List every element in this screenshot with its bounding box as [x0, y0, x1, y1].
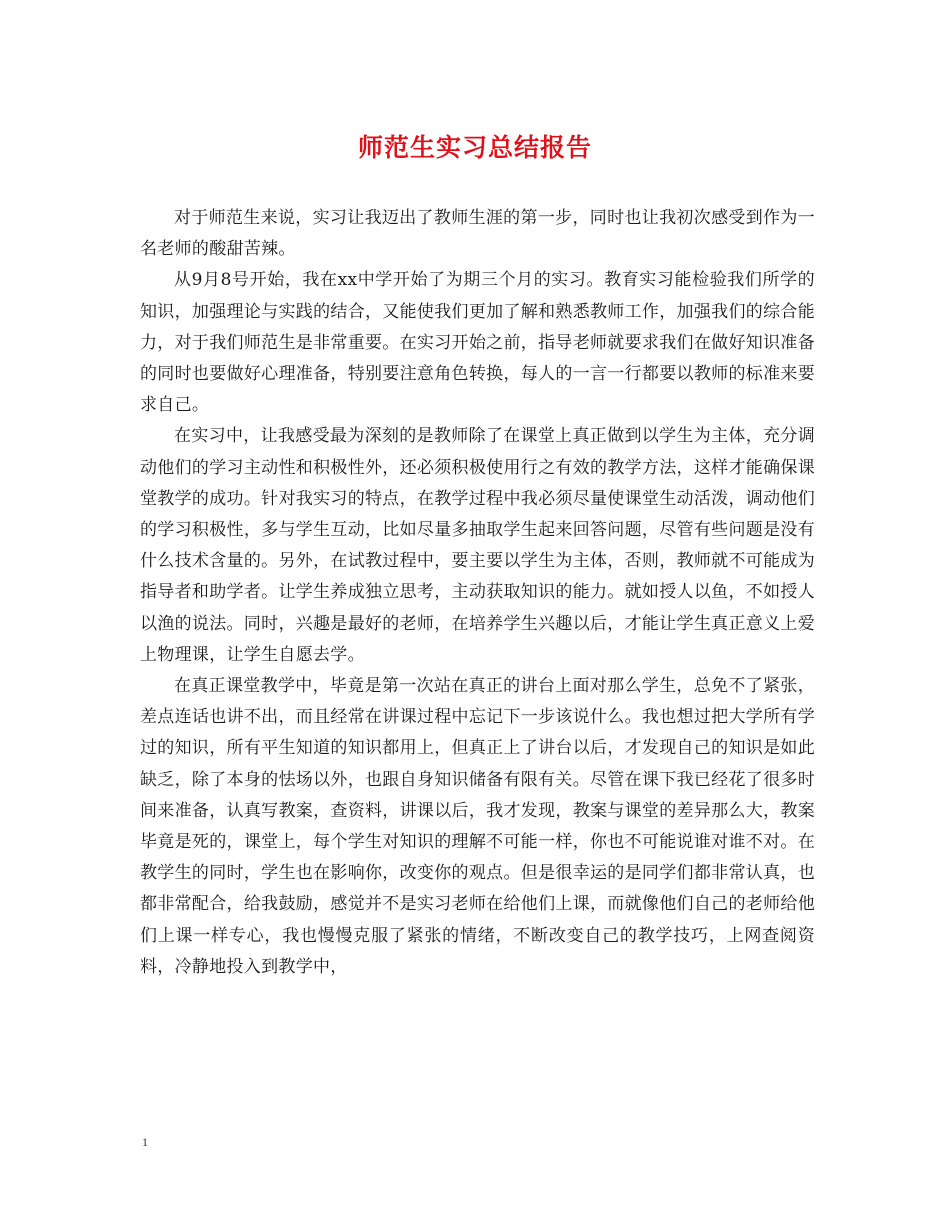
paragraph-classroom-experience: 在真正课堂教学中，毕竟是第一次站在真正的讲台上面对那么学生，总免不了紧张，差点连话也讲不出，而且经常在讲课过程中忘记下一步该说什么。我也想过把大学所有学过的知识，所有平生知道的知识都用上，但真正上了讲台以后，才发现自己的知识是如此缺乏，除了本身的怯场以外，也跟自身知识储备有限有关。尽管在课下我已经花了很多时间来准备，认真写教案，查资料，讲课以后，我才发现，教案与课堂的差异那么大，教案毕竟是死的，课堂上，每个学生对知识的理解不可能一样，你也不可能说谁对谁不对。在教学生的同时，学生也在影响你，改变你的观点。但是很幸运的是同学们都非常认真，也都非常配合，给我鼓励，感觉并不是实习老师在给他们上课，而就像他们自己的老师给他们上课一样专心，我也慢慢克服了紧张的情绪，不断改变自己的教学技巧，上网查阅资料，冷静地投入到教学中，	[140, 676, 815, 977]
paragraph-internship-start: 从9月8号开始，我在xx中学开始了为期三个月的实习。教育实习能检验我们所学的知识，加强理论与实践的结合，又能使我们更加了解和熟悉教师工作，加强我们的综合能力，对于我们师范生是非常重要。在实习开始之前，指导老师就要求我们在做好知识准备的同时也要做好心理准备，特别要注意角色转换，每人的一言一行都要以教师的标准来要求自己。	[140, 270, 815, 416]
paragraph-intro: 对于师范生来说，实习让我迈出了教师生涯的第一步，同时也让我初次感受到作为一名老师的酸甜苦辣。	[140, 208, 815, 260]
page-number: 1	[142, 1135, 148, 1149]
document-body	[140, 203, 815, 983]
paragraph-student-centered: 在实习中，让我感受最为深刻的是教师除了在课堂上真正做到以学生为主体，充分调动他们的学习主动性和积极性外，还必须积极使用行之有效的教学方法，这样才能确保课堂教学的成功。针对我实习的特点，在教学过程中我必须尽量使课堂生动活泼，调动他们的学习积极性，多与学生互动，比如尽量多抽取学生起来回答问题，尽管有些问题是没有什么技术含量的。另外，在试教过程中，要主要以学生为主体，否则，教师就不可能成为指导者和助学者。让学生养成独立思考，主动获取知识的能力。就如授人以鱼，不如授人以渔的说法。同时，兴趣是最好的老师，在培养学生兴趣以后，才能让学生真正意义上爱上物理课，让学生自愿去学。	[140, 426, 815, 665]
document-title: 师范生实习总结报告	[357, 133, 592, 162]
